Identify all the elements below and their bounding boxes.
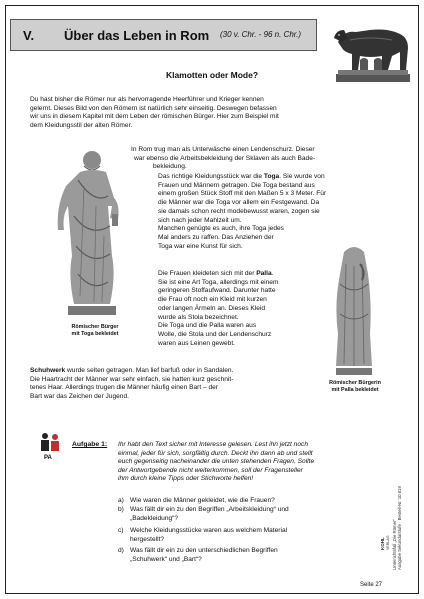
text-line: die Frau oft noch ein Kleid mit kurzen (158, 296, 267, 304)
text-line: Bart war das Zeichen der Jugend. (30, 393, 129, 401)
chapter-dates: (30 v. Chr. - 96 n. Chr.) (220, 30, 302, 39)
text-line: oder langen Ärmeln an. Dieses Kleid (158, 304, 266, 312)
caption-woman: Römischer Bürgerin mit Palla bekleidet (329, 380, 381, 393)
text-line: euch gegenseitig nacheinander die unten stehenden Fragen. Sollte (118, 458, 315, 466)
text-line: war ebenso die Arbeitsbekleidung der Sklaven als auch Bade- (134, 154, 316, 162)
text-line: Manchen genügte es auch, ihre Toga jedes (158, 225, 284, 233)
text-line: Sie ist eine Art Toga, allerdings mit einem (158, 278, 279, 286)
section-title: Klamotten oder Mode? (165, 70, 259, 80)
footwear-paragraph (30, 367, 233, 402)
publisher-side-text: Unterrichtsfall „Die Römer“ Ausgabe Sekundarstufe · Bestell-Nr. 10 819 (392, 486, 402, 570)
text-line: einem großen Stück Stoff mit den Maßen 5 x 3 Meter. Für (158, 190, 327, 198)
caption-man: Römischer Bürger mit Toga bekleidet (71, 324, 119, 337)
text-line: ihm durch kleine Tipps oder Stichworte helfen! (118, 475, 254, 483)
text-line: Die Frauen kleideten sich mit der Palla. (158, 270, 274, 277)
text-line: Du hast bisher die Römer nur als hervorragende Heerführer und Krieger kennen (30, 96, 264, 103)
text-line: der Antwortgebende nicht weiterkommen, soll der Fragensteller (118, 466, 303, 474)
text-line: Mal anders zu raffen. Das Anziehen der (158, 233, 274, 241)
roman-citizen-statue-image (54, 146, 128, 318)
text-line: Wolle, die Stola und der Lendenschurz (158, 330, 272, 338)
loincloth-paragraph (131, 146, 315, 172)
pair-work-label: PA (44, 455, 52, 461)
page-number: Seite 27 (360, 582, 383, 588)
task-label: Aufgabe 1: (72, 441, 108, 448)
question-c: c) Welche Kleidungsstücke waren aus welchem Material hergestellt? (118, 527, 288, 543)
question-a: a) Wie waren die Männer gekleidet, wie die Frauen? (118, 497, 275, 504)
chapter-number: V. (23, 28, 35, 43)
text-line: einmal, jeder für sich, sorgfältig durch. Deckt ihn dann ab und stellt (118, 449, 313, 457)
text-line: dem Kleidungsstil der alten Römer. (30, 122, 133, 130)
text-line: gelernt. Dieses Bild von den Römern ist natürlich sehr einseitig. Deswegen befassen (30, 104, 277, 112)
toga-paragraph (158, 173, 326, 251)
pair-work-icon (38, 432, 62, 452)
publisher-logo: KOHL VERLAG (380, 535, 390, 550)
text-line: In Rom trug man als Unterwäsche einen Lendenschurz. Dieser (131, 146, 315, 153)
question-b: b) Was fällt dir ein zu den Begriffen „Arbeitskleidung“ und „Badekleidung“? (118, 506, 289, 522)
text-line: waren aus Leinen gewebt. (158, 339, 235, 347)
text-line: wurde als Stola bezeichnet. (158, 313, 239, 321)
text-line: Die Toga und die Palla waren aus (158, 322, 257, 330)
intro-paragraph (30, 96, 279, 131)
text-line: wir uns in diesem Kapitel mit dem Leben der römischen Bürger. Hier zum Beispiel mit (30, 113, 279, 121)
text-line: tenes Haar. Allerdings trugen die Männer häufig einen Bart – der (30, 384, 219, 392)
text-line: Ihr habt den Text sicher mit Interesse gelesen. Lest ihn jetzt noch (118, 441, 308, 448)
text-line: Die Haartracht der Männer war sehr einfach, sie hatten kurz geschnit- (30, 375, 234, 383)
roman-woman-statue-image (322, 244, 386, 376)
chapter-title: Über das Leben in Rom (64, 28, 210, 43)
text-line: die Männer war die Toga vor allem ein Festgewand. Da (158, 199, 320, 207)
text-line: Das richtige Kleidungsstück war die Toga. Sie wurde von (158, 173, 325, 180)
text-line: bekleidung. (153, 163, 187, 171)
text-line: Frauen und Männern getragen. Die Toga bestand aus (158, 181, 315, 189)
text-line: Schuhwerk wurde selten getragen. Man lief barfuß oder in Sandalen. (30, 367, 234, 374)
task-instructions (118, 441, 314, 484)
text-line: sie damals schon recht modebewusst waren, zogen sie (158, 207, 320, 215)
question-d: d) Was fällt dir ein zu den unterschiedlichen Begriffen „Schuhwerk“ und „Bart“? (118, 547, 278, 563)
text-line: sich nach jeder Mahlzeit um. (158, 216, 242, 224)
palla-paragraph (158, 270, 278, 348)
text-line: geringeren Stoffaufwand. Darunter hatte (158, 287, 276, 295)
text-line: Toga war eine Kunst für sich. (158, 242, 243, 250)
